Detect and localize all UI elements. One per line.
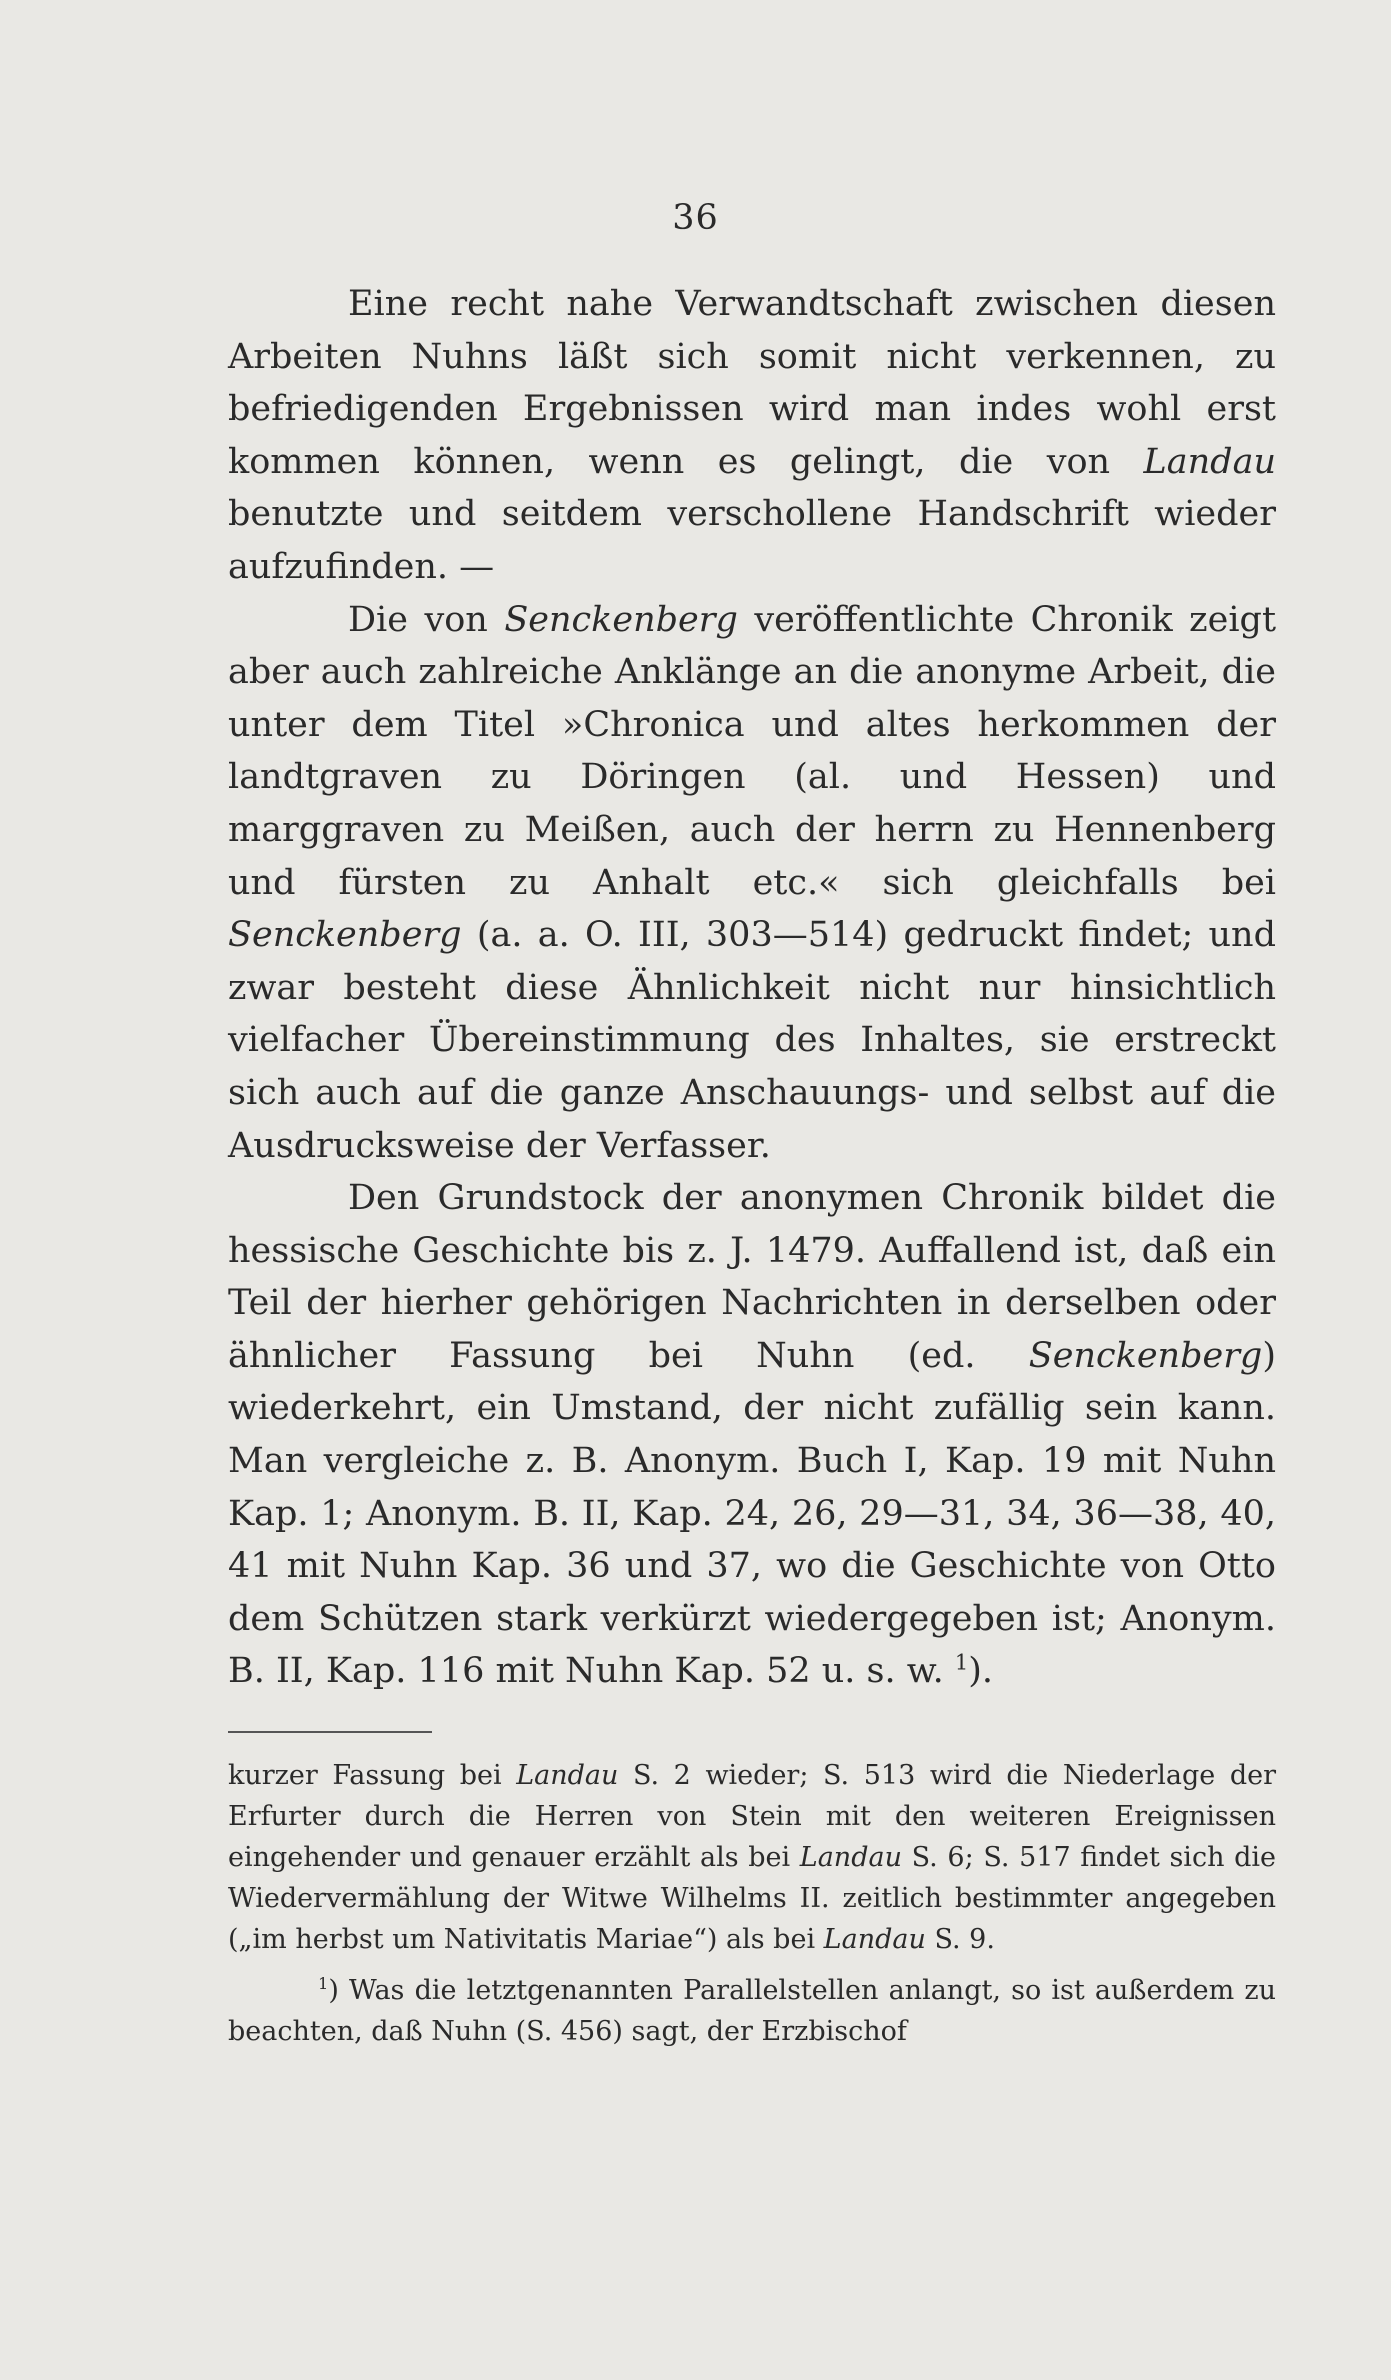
main-text	[228, 278, 1276, 1698]
footnote-1: $^1$) Was die letztgenannten Parallelstellen anlangt, so ist außerdem zu beachten, daß Nuhn (S. 456) sagt, der Erzbischof	[228, 1974, 1276, 2047]
footnote-ref: 1	[954, 1650, 969, 1675]
paragraph: Eine recht nahe Verwandtschaft zwischen diesen Arbeiten Nuhns läßt sich somit nicht verkennen, zu befriedigenden Ergebnissen wird man indes wohl erst kommen können, wenn es gelingt, die von Landau benutzte und seitdem verschollene Handschrift wieder aufzufinden. —	[228, 284, 1276, 587]
page-number: 36	[672, 198, 719, 238]
footnotes	[228, 1755, 1276, 2052]
paragraph: Den Grundstock der anonymen Chronik bildet die hessische Geschichte bis z. J. 1479. Auffallend ist, daß ein Teil der hierher gehörigen Nachrichten in derselben oder ähnlicher Fassung bei Nuhn (ed. Senckenberg) wiederkehrt, ein Umstand, der nicht zufällig sein kann. Man vergleiche z. B. Anonym. Buch I, Kap. 19 mit Nuhn Kap. 1; Anonym. B. II, Kap. 24, 26, 29—31, 34, 36—38, 40, 41 mit Nuhn Kap. 36 und 37, wo die Geschichte von Otto dem Schützen stark verkürzt wiedergegeben ist; Anonym. B. II, Kap. 116 mit Nuhn Kap. 52 u. s. w. $^1$).	[228, 1178, 1276, 1692]
footnote-separator	[228, 1731, 432, 1733]
paragraph: Die von Senckenberg veröffentlichte Chronik zeigt aber auch zahlreiche Anklänge an die anonyme Arbeit, die unter dem Titel »Chronica und altes herkommen der landtgraven zu Döringen (al. und Hessen) und marggraven zu Meißen, auch der herrn zu Hennenberg und fürsten zu Anhalt etc.« sich gleichfalls bei Senckenberg (a. a. O. III, 303—514) gedruckt findet; und zwar besteht diese Ähnlichkeit nicht nur hinsichtlich vielfacher Übereinstimmung des Inhaltes, sie erstreckt sich auch auf die ganze Anschauungs- und selbst auf die Ausdrucksweise der Verfasser.	[228, 599, 1277, 1166]
footnote-continuation: kurzer Fassung bei Landau S. 2 wieder; S. 513 wird die Niederlage der Erfurter durch die Herren von Stein mit den weiteren Ereignissen eingehender und genauer erzählt als bei Landau S. 6; S. 517 findet sich die Wiedervermählung der Witwe Wilhelms II. zeitlich bestimmter angegeben („im herbst um Nativitatis Mariae“) als bei Landau S. 9.	[228, 1760, 1277, 1955]
footnote-marker: 1	[318, 1974, 329, 1993]
